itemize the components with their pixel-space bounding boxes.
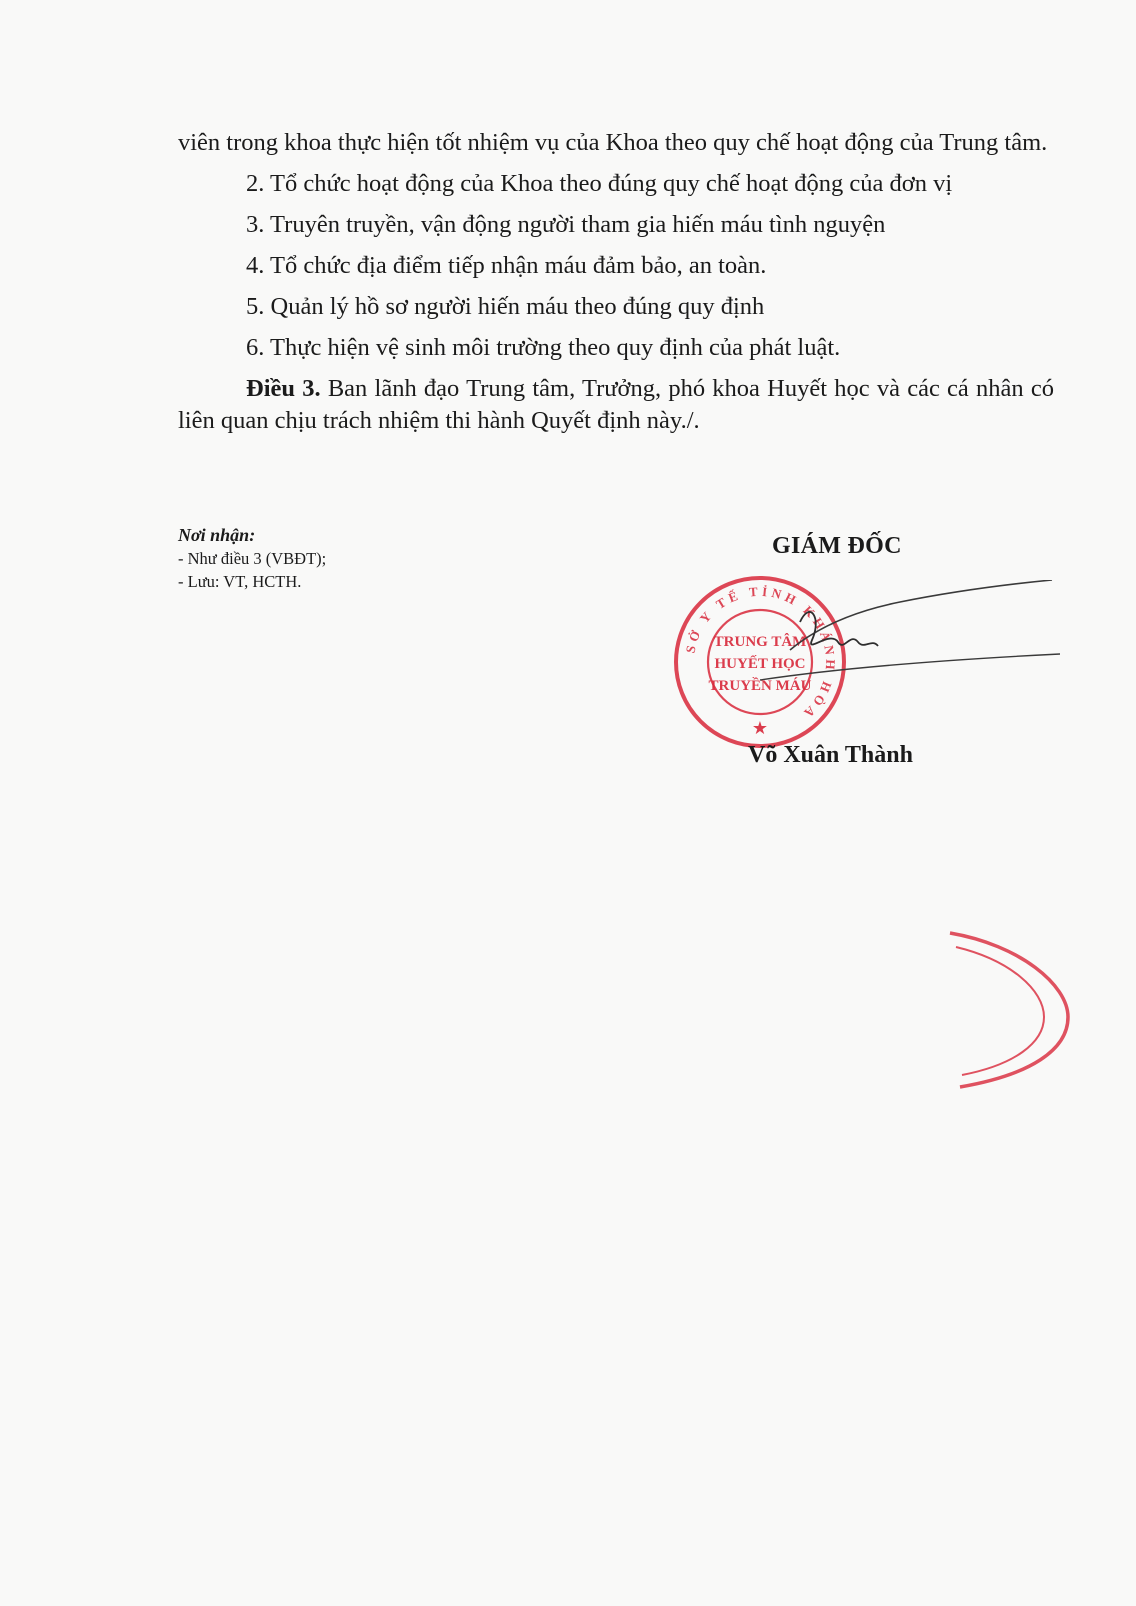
stamp-line-3: TRUYỀN MÁU: [708, 678, 812, 694]
list-item-2: 2. Tổ chức hoạt động của Khoa theo đúng quy chế hoạt động của đơn vị: [246, 170, 953, 197]
stamp-line-2: HUYẾT HỌC: [714, 656, 806, 672]
article-3-label: Điều 3.: [246, 375, 321, 402]
article-3-text: Ban lãnh đạo Trung tâm, Trưởng, phó khoa Huyết học và các cá nhân có liên quan chịu trách nhiệm thi hành Quyết định này./.: [178, 375, 1054, 434]
list-item-4: 4. Tổ chức địa điểm tiếp nhận máu đảm bảo, an toàn.: [246, 252, 767, 279]
list-item-5: 5. Quản lý hồ sơ người hiến máu theo đúng quy định: [246, 293, 765, 320]
page-edge-stamp: [940, 925, 1080, 1095]
stamp-ring-text: SỞ Y TẾ TỈNH KHÁNH HÒA: [682, 583, 839, 724]
handwritten-signature: [760, 580, 1060, 690]
recipient-item: - Như điều 3 (VBĐT);: [178, 549, 327, 568]
article-3: [178, 373, 1054, 437]
recipients-heading: Nơi nhận:: [178, 525, 256, 545]
stamp-line-1: TRUNG TÂM: [713, 634, 807, 650]
list-item-6: 6. Thực hiện vệ sinh môi trường theo quy định của phát luật.: [246, 334, 841, 361]
list-item-3: 3. Truyên truyền, vận động người tham gia hiến máu tình nguyện: [246, 211, 886, 238]
svg-text:★: ★: [751, 718, 769, 739]
paragraph-continuation: viên trong khoa thực hiện tốt nhiệm vụ của Khoa theo quy chế hoạt động của Trung tâm.: [178, 129, 1048, 156]
signer-title: GIÁM ĐỐC: [772, 533, 902, 559]
recipient-item: - Lưu: VT, HCTH.: [178, 572, 302, 591]
recipients-block: [178, 523, 326, 593]
document-body: [178, 127, 1054, 446]
signer-name: Võ Xuân Thành: [748, 742, 913, 768]
